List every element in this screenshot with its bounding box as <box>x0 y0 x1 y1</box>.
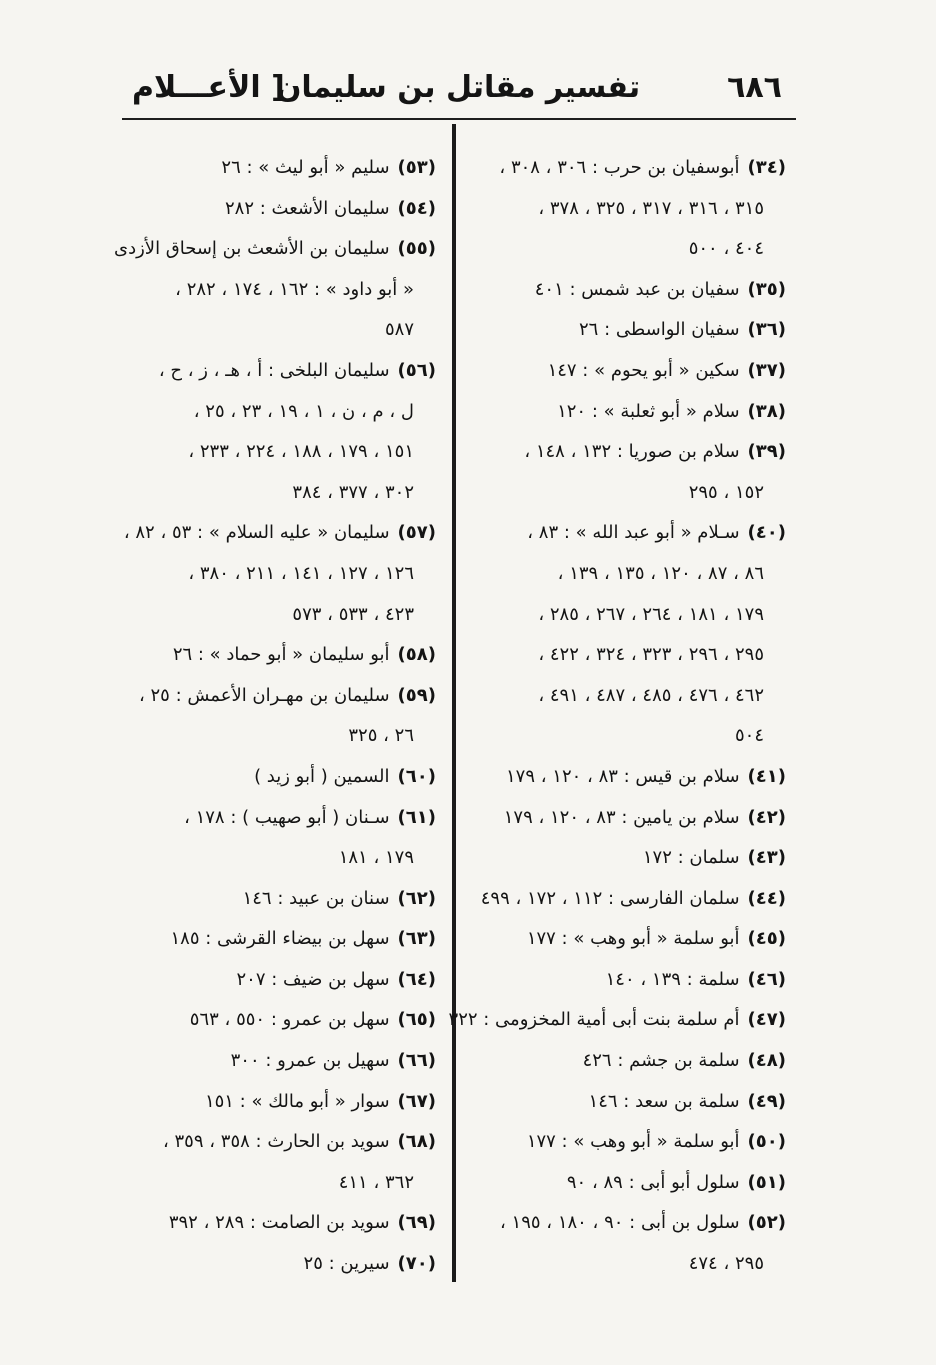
entry-text: ١٥٢ ، ٢٩٥ <box>688 481 764 503</box>
entry-number: (٤٩) <box>747 1090 786 1112</box>
entry-text: سليمان « عليه السلام » : ٥٣ ، ٨٢ ، <box>123 522 390 544</box>
index-entry <box>130 879 436 920</box>
entry-number: (٤٢) <box>747 806 786 828</box>
entry-text: ٢٦ ، ٣٢٥ <box>348 725 414 747</box>
index-entry <box>468 351 786 392</box>
index-entry-continuation <box>130 473 436 514</box>
entry-text: سويد بن الصامت : ٢٨٩ ، ٣٩٢ <box>168 1212 390 1234</box>
index-entry-continuation <box>468 473 786 514</box>
index-entry <box>114 229 436 270</box>
index-entry <box>130 1203 436 1244</box>
entry-text: « أبو داود » : ١٦٢ ، ١٧٤ ، ٢٨٢ ، <box>175 278 414 300</box>
entry-number: (٦٣) <box>397 928 436 950</box>
index-entry <box>468 838 786 879</box>
index-entry <box>468 757 786 798</box>
index-entry <box>468 1122 786 1163</box>
entry-text: سهل بن بيضاء القرشى : ١٨٥ <box>170 928 390 950</box>
entry-text: سـلام « أبو عبد الله » : ٨٣ ، <box>527 522 740 544</box>
entry-text: سيرين : ٢٥ <box>303 1253 390 1275</box>
index-entry-continuation <box>468 676 786 717</box>
running-title: تفسير مقاتل بن سليمان <box>275 70 641 105</box>
entry-text: ١٧٩ ، ١٨١ <box>338 847 414 869</box>
entry-number: (٥٨) <box>397 644 436 666</box>
entry-number: (٤٤) <box>747 887 786 909</box>
entry-number: (٣٥) <box>747 278 786 300</box>
entry-text: سلام « أبو ثعلبة » : ١٢٠ <box>557 400 740 422</box>
entry-number: (٦٨) <box>397 1131 436 1153</box>
entry-number: (٤٨) <box>747 1050 786 1072</box>
index-entry <box>468 1163 786 1204</box>
entry-text: سلمة بن جشم : ٤٢٦ <box>582 1050 740 1072</box>
index-entry-continuation <box>468 716 786 757</box>
entry-text: ٢٩٥ ، ٢٩٦ ، ٣٢٣ ، ٣٢٤ ، ٤٢٢ ، <box>538 644 764 666</box>
entry-text: سنان بن عبيد : ١٤٦ <box>242 887 390 909</box>
entry-text: ٥٠٤ <box>734 725 764 747</box>
entry-text: سلمة بن سعد : ١٤٦ <box>588 1090 740 1112</box>
entry-text: ١٢٦ ، ١٢٧ ، ١٤١ ، ٢١١ ، ٣٨٠ ، <box>188 562 414 584</box>
index-entry <box>468 1203 786 1244</box>
index-entry-continuation <box>130 838 436 879</box>
entry-text: سويد بن الحارث : ٣٥٨ ، ٣٥٩ ، <box>162 1131 390 1153</box>
entry-text: سلمان : ١٧٢ <box>642 847 740 869</box>
index-entry <box>130 1000 436 1041</box>
page-number: ٦٨٦ <box>727 70 782 105</box>
index-entry <box>130 1122 436 1163</box>
entry-number: (٥٣) <box>397 157 436 178</box>
entry-text: سـنان ( أبو صهيب ) : ١٧٨ ، <box>184 806 390 828</box>
index-entry-continuation <box>468 595 786 636</box>
index-entry <box>468 432 786 473</box>
entry-text: ٣٦٢ ، ٤١١ <box>338 1171 414 1193</box>
entry-text: ٥٨٧ <box>384 319 414 341</box>
section-label: [ الأعـــلام <box>132 70 285 105</box>
entry-number: (٤١) <box>747 765 786 787</box>
entry-number: (٦٧) <box>397 1090 436 1112</box>
entry-number: (٦١) <box>397 806 436 828</box>
entry-text: سلام بن قيس : ٨٣ ، ١٢٠ ، ١٧٩ <box>506 765 740 787</box>
entry-text: ل ، م ، ن ، ١ ، ١٩ ، ٢٣ ، ٢٥ ، <box>193 400 414 422</box>
entry-number: (٤٠) <box>747 522 786 544</box>
entry-text: ٨٦ ، ٨٧ ، ١٢٠ ، ١٣٥ ، ١٣٩ ، <box>557 562 764 584</box>
index-entry <box>130 676 436 717</box>
index-entry <box>130 1082 436 1123</box>
entry-text: أبو سلمة « أبو وهب » : ١٧٧ <box>526 928 740 950</box>
index-entry-continuation <box>130 270 436 311</box>
entry-number: (٥٧) <box>397 522 436 544</box>
entry-number: (٥٤) <box>397 197 436 219</box>
page-header <box>122 62 794 112</box>
entry-number: (٣٧) <box>747 359 786 381</box>
entry-text: سليمان الأشعث : ٢٨٢ <box>225 197 390 219</box>
entry-text: ٣٠٢ ، ٣٧٧ ، ٣٨٤ <box>292 481 414 503</box>
entry-text: سهيل بن عمرو : ٣٠٠ <box>230 1050 390 1072</box>
index-entry <box>468 513 786 554</box>
index-entry <box>130 757 436 798</box>
entry-number: (٦٩) <box>397 1212 436 1234</box>
entry-text: ٣١٥ ، ٣١٦ ، ٣١٧ ، ٣٢٥ ، ٣٧٨ ، <box>538 197 764 219</box>
entry-text: ١٧٩ ، ١٨١ ، ٢٦٤ ، ٢٦٧ ، ٢٨٥ ، <box>538 603 764 625</box>
entry-number: (٦٢) <box>397 887 436 909</box>
entry-text: سلام بن صوريا : ١٣٢ ، ١٤٨ ، <box>524 441 740 463</box>
entry-text: ٤٢٣ ، ٥٣٣ ، ٥٧٣ <box>292 603 414 625</box>
index-entry <box>468 1041 786 1082</box>
index-entry <box>468 1082 786 1123</box>
index-entry <box>468 392 786 433</box>
entry-text: سوار « أبو مالك » : ١٥١ <box>204 1090 390 1112</box>
entry-number: (٤٦) <box>747 968 786 990</box>
entry-number: (٦٦) <box>397 1050 436 1072</box>
entry-number: (٤٥) <box>747 928 786 950</box>
entry-number: (٣٩) <box>747 441 786 463</box>
index-entry <box>468 919 786 960</box>
index-entry <box>468 879 786 920</box>
entry-text: سلول أبو أبى : ٨٩ ، ٩٠ <box>566 1171 740 1193</box>
entry-text: أبو سلمة « أبو وهب » : ١٧٧ <box>526 1131 740 1153</box>
entry-text: سفيان الواسطى : ٢٦ <box>579 319 740 341</box>
entry-number: (٣٤) <box>747 157 786 178</box>
entry-text: سلمان الفارسى : ١١٢ ، ١٧٢ ، ٤٩٩ <box>480 887 740 909</box>
index-entry-continuation <box>130 392 436 433</box>
entry-text: أبو سليمان « أبو حماد » : ٢٦ <box>172 644 390 666</box>
index-entry-continuation <box>130 716 436 757</box>
entry-text: سهل بن عمرو : ٥٥٠ ، ٥٦٣ <box>189 1009 390 1031</box>
index-entry <box>130 351 436 392</box>
entry-text: سلام بن يامين : ٨٣ ، ١٢٠ ، ١٧٩ <box>503 806 740 828</box>
index-entry-continuation <box>130 1163 436 1204</box>
index-entry-continuation <box>130 310 436 351</box>
entry-text: سهل بن ضيف : ٢٠٧ <box>236 968 390 990</box>
entry-text: ٤٦٢ ، ٤٧٦ ، ٤٨٥ ، ٤٨٧ ، ٤٩١ ، <box>538 684 764 706</box>
index-entry-continuation <box>130 432 436 473</box>
entry-text: ٤٠٤ ، ٥٠٠ <box>688 238 764 260</box>
index-entry <box>130 1041 436 1082</box>
entry-number: (٣٨) <box>747 400 786 422</box>
entry-text: سليم « أبو ليث » : ٢٦ <box>221 157 390 178</box>
index-entry-continuation <box>130 595 436 636</box>
entry-number: (٦٤) <box>397 968 436 990</box>
index-entry <box>130 919 436 960</box>
entry-text: سلمة : ١٣٩ ، ١٤٠ <box>605 968 740 990</box>
entry-text: سكين « أبو يحوم » : ١٤٧ <box>547 359 740 381</box>
entry-text: أم سلمة بنت أبى أمية المخزومى : ٣٢٢ <box>448 1009 740 1031</box>
index-entry-continuation <box>468 554 786 595</box>
column-divider <box>452 124 456 1282</box>
index-entry <box>448 1000 786 1041</box>
entry-number: (٤٧) <box>747 1009 786 1031</box>
entry-number: (٥٥) <box>397 238 436 260</box>
index-entry <box>130 1244 436 1285</box>
entry-number: (٥٢) <box>747 1212 786 1234</box>
index-entry <box>123 513 436 554</box>
entry-text: سفيان بن عبد شمس : ٤٠١ <box>534 278 740 300</box>
index-entry <box>130 635 436 676</box>
entry-number: (٧٠) <box>397 1253 436 1275</box>
entry-text: أبوسفيان بن حرب : ٣٠٦ ، ٣٠٨ ، <box>499 157 740 178</box>
index-entry-continuation <box>468 635 786 676</box>
entry-number: (٥١) <box>747 1171 786 1193</box>
entry-number: (٥٩) <box>397 684 436 706</box>
entry-text: السمين ( أبو زيد ) <box>254 765 390 787</box>
index-entry-continuation <box>468 1244 786 1285</box>
entry-text: ١٥١ ، ١٧٩ ، ١٨٨ ، ٢٢٤ ، ٢٣٣ ، <box>188 441 414 463</box>
entry-text: سليمان بن مهـران الأعمش : ٢٥ ، <box>138 684 390 706</box>
entry-number: (٣٦) <box>747 319 786 341</box>
index-entry <box>130 960 436 1001</box>
entry-number: (٦٥) <box>397 1009 436 1031</box>
entry-text: سليمان بن الأشعث بن إسحاق الأزدى <box>114 238 390 260</box>
index-entry <box>468 960 786 1001</box>
index-entry <box>468 310 786 351</box>
index-entry-continuation <box>468 189 786 230</box>
entry-number: (٥٦) <box>397 359 436 381</box>
entry-text: ٢٩٥ ، ٤٧٤ <box>688 1253 764 1275</box>
index-entry <box>468 148 786 189</box>
index-entry <box>130 148 436 189</box>
entry-number: (٤٣) <box>747 847 786 869</box>
entry-number: (٥٠) <box>747 1131 786 1153</box>
index-column-left <box>114 148 436 1285</box>
entry-text: سلول بن أبى : ٩٠ ، ١٨٠ ، ١٩٥ ، <box>500 1212 740 1234</box>
entry-number: (٦٠) <box>397 765 436 787</box>
index-entry <box>130 189 436 230</box>
header-rule <box>122 118 796 120</box>
index-entry-continuation <box>468 229 786 270</box>
index-column-right <box>448 148 786 1285</box>
index-entry <box>468 270 786 311</box>
entry-text: سليمان البلخى : أ ، هـ ، ز ، ح ، <box>158 359 390 381</box>
index-entry <box>130 798 436 839</box>
index-entry <box>468 798 786 839</box>
index-entry-continuation <box>130 554 436 595</box>
